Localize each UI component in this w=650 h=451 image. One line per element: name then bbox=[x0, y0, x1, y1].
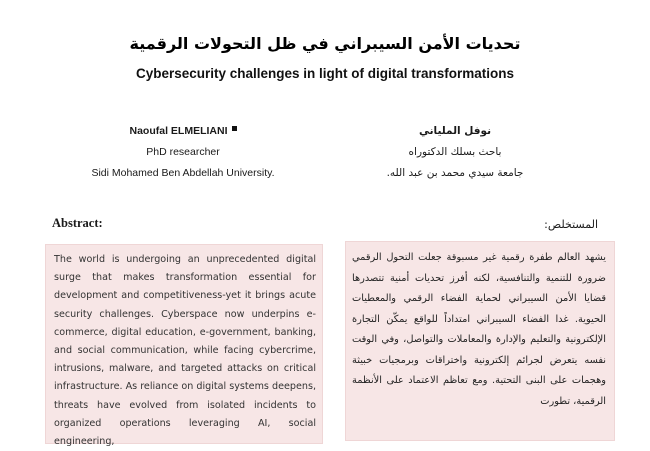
footnote-marker-icon bbox=[232, 126, 237, 131]
author-affiliation-english: Sidi Mohamed Ben Abdellah University. bbox=[91, 167, 275, 179]
author-name-english: Naoufal ELMELIANI bbox=[78, 121, 288, 142]
abstract-heading-arabic: المستخلص: bbox=[544, 218, 598, 231]
author-affiliation-arabic: جامعة سيدي محمد بن عبد الله. bbox=[386, 167, 524, 179]
abstract-box-arabic bbox=[345, 241, 615, 441]
author-block-arabic bbox=[360, 121, 550, 184]
title-english: Cybersecurity challenges in light of digital transformations bbox=[135, 66, 515, 81]
title-arabic: تحديات الأمن السيبراني في ظل التحولات الرقمية bbox=[129, 34, 521, 53]
author-block-english bbox=[78, 121, 288, 184]
author-role-english: PhD researcher bbox=[146, 146, 220, 158]
abstract-box-english bbox=[45, 244, 323, 448]
abstract-text-english: The world is undergoing an unprecedented digital surge that makes transformation essential for development and competitiveness-yet it brings acute security challenges. Cyberspace now underpins e-commerce, digital education, e-government, banking, and social communication, while facing cybercrime, intrusions, malware, and targeted attacks on critical infrastructure. As reliance on digital systems deepens, threats have evolved from isolated incidents to organized operations leveraging AI, social engineering, bbox=[54, 254, 316, 448]
abstract-heading-english: Abstract: bbox=[52, 216, 103, 230]
author-role-arabic: باحث بسلك الدكتوراه bbox=[408, 146, 502, 158]
author-name-arabic: نوفل الملياني bbox=[418, 125, 492, 137]
abstract-text-arabic: يشهد العالم طفرة رقمية غير مسبوقة جعلت التحول الرقمي ضرورة للتنمية والتنافسية، لكنه أفرز تحديات أمنية تتصدرها قضايا الأمن السيبراني لحماية الفضاء الرقمي والمعطيات الحيوية. غدا الفضاء السيبراني امتداداً للواقع يمكّن التجارة الإلكترونية والتعليم والإدارة والمعاملات والتواصل، وفي الوقت نفسه يتعرض لجرائم إلكترونية واختراقات وبرمجيات خبيثة وهجمات على البنى التحتية. ومع تعاظم الاعتماد على الأنظمة الرقمية، تطورت bbox=[352, 252, 606, 407]
